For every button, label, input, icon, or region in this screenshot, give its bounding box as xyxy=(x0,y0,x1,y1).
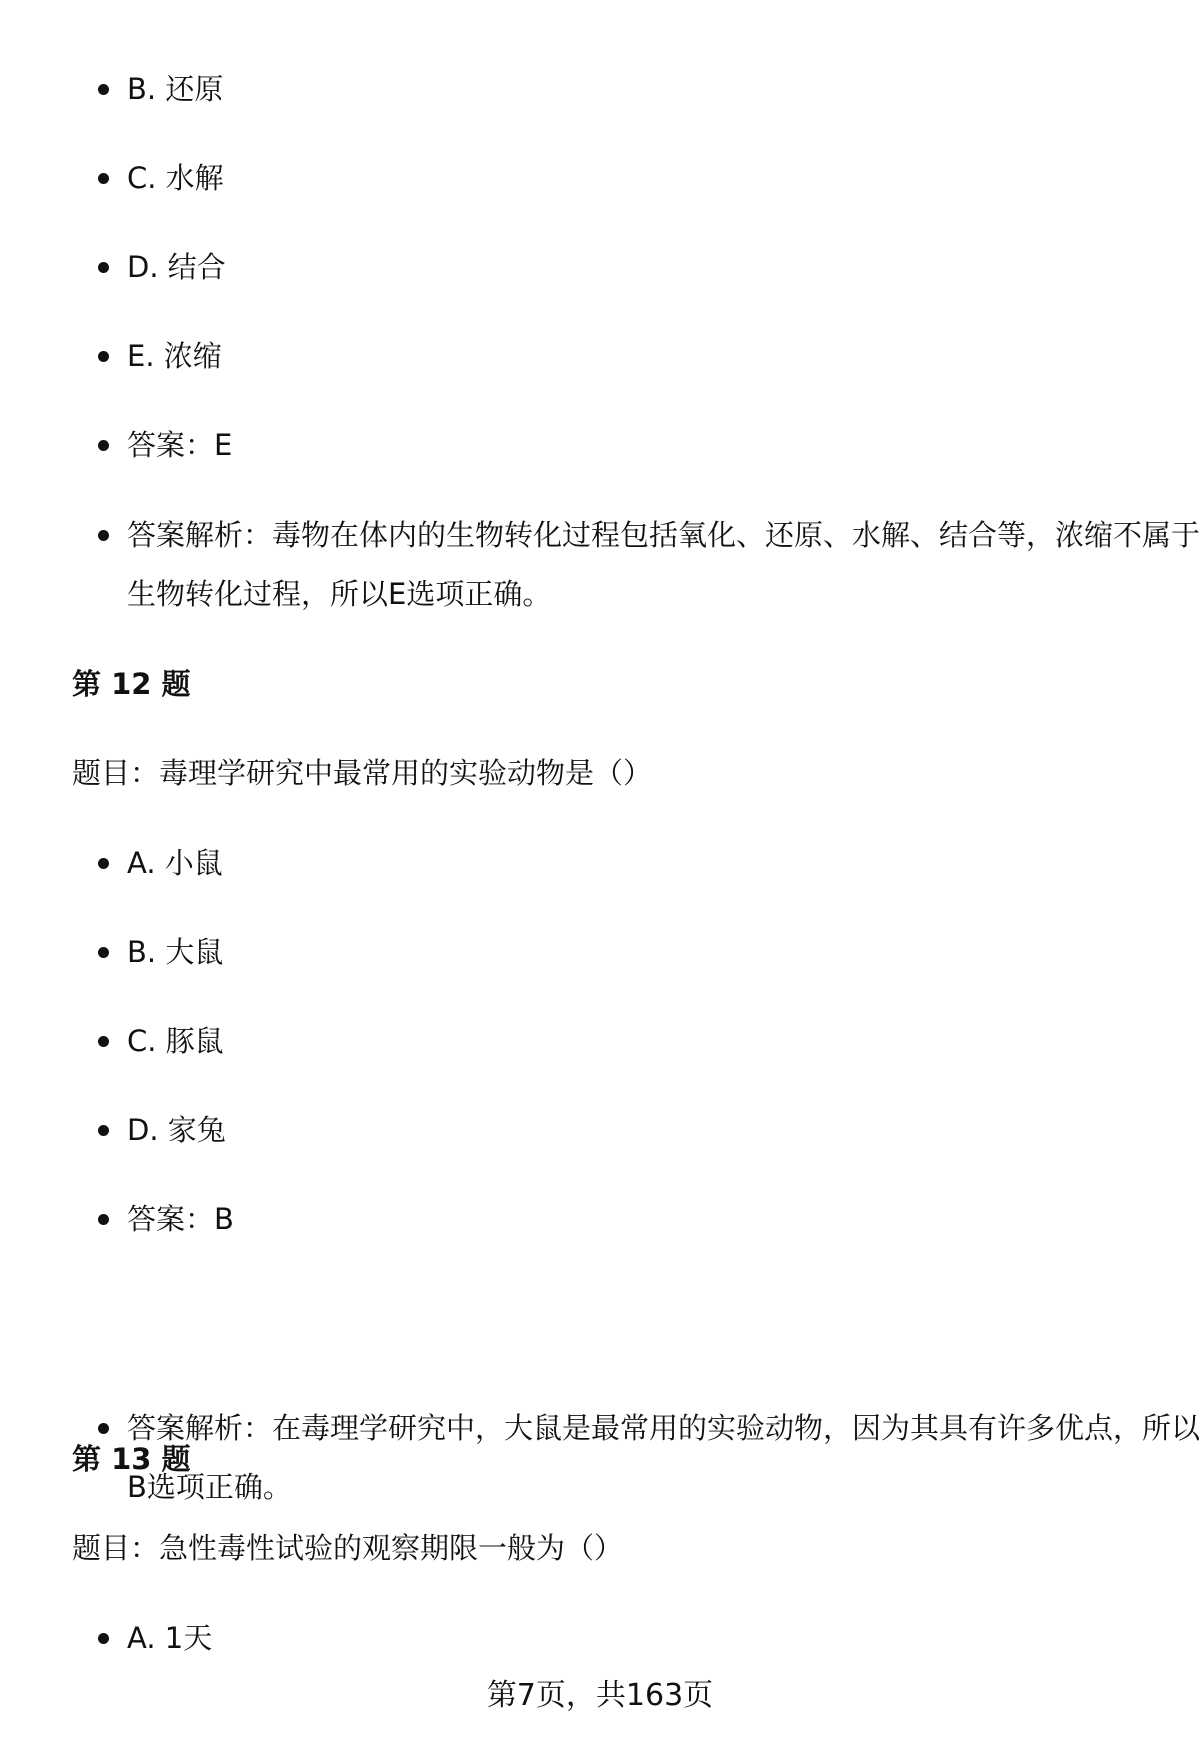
explanation-text: 答案解析：在毒理学研究中，大鼠是最常用的实验动物，因为其具有许多优点，所以B选项正确。 xyxy=(127,1411,1200,1504)
explanation-item xyxy=(72,506,1200,624)
bullet-icon xyxy=(98,947,109,958)
option-text: A. 小鼠 xyxy=(127,846,223,880)
option-item xyxy=(72,843,234,883)
bullet-icon xyxy=(98,1214,109,1225)
option-list xyxy=(72,843,234,1239)
bullet-icon xyxy=(98,84,109,95)
answer-text: 答案：E xyxy=(127,428,233,462)
bullet-icon xyxy=(98,1125,109,1136)
option-item xyxy=(72,69,232,109)
option-text: C. 水解 xyxy=(127,161,224,195)
bullet-icon xyxy=(98,351,109,362)
option-text: B. 大鼠 xyxy=(127,935,224,969)
option-text: D. 家兔 xyxy=(127,1113,226,1147)
option-text: C. 豚鼠 xyxy=(127,1024,224,1058)
answer-text: 答案：B xyxy=(127,1202,234,1236)
option-text: A. 1天 xyxy=(127,1621,213,1655)
bullet-icon xyxy=(98,262,109,273)
option-text: D. 结合 xyxy=(127,250,226,284)
answer-item xyxy=(72,1199,234,1239)
bullet-icon xyxy=(98,858,109,869)
option-item xyxy=(72,247,232,287)
option-list xyxy=(72,69,232,465)
option-item xyxy=(72,1618,212,1658)
question-11-tail xyxy=(72,69,232,465)
bullet-icon xyxy=(98,1036,109,1047)
question-12-options xyxy=(72,843,234,1239)
option-item xyxy=(72,158,232,198)
question-text: 题目：急性毒性试验的观察期限一般为（） xyxy=(72,1531,624,1565)
page-number: 第7页，共163页 xyxy=(486,1678,714,1713)
bullet-icon xyxy=(98,1633,109,1644)
bullet-icon xyxy=(98,173,109,184)
option-item xyxy=(72,932,234,972)
option-item xyxy=(72,1021,234,1061)
option-text: E. 浓缩 xyxy=(127,339,222,373)
option-text: B. 还原 xyxy=(127,72,224,106)
option-list xyxy=(72,1618,212,1658)
bullet-icon xyxy=(98,530,109,541)
option-item xyxy=(72,336,232,376)
question-heading: 第 13 题 xyxy=(72,1442,191,1476)
explanation-item xyxy=(72,1399,1200,1517)
answer-item xyxy=(72,425,232,465)
question-13-options xyxy=(72,1618,212,1658)
bullet-icon xyxy=(98,1423,109,1434)
question-heading: 第 12 题 xyxy=(72,667,191,701)
bullet-icon xyxy=(98,440,109,451)
explanation-text: 答案解析：毒物在体内的生物转化过程包括氧化、还原、水解、结合等，浓缩不属于生物转化过程，所以E选项正确。 xyxy=(127,518,1200,611)
question-text: 题目：毒理学研究中最常用的实验动物是（） xyxy=(72,756,653,790)
option-item xyxy=(72,1110,234,1150)
